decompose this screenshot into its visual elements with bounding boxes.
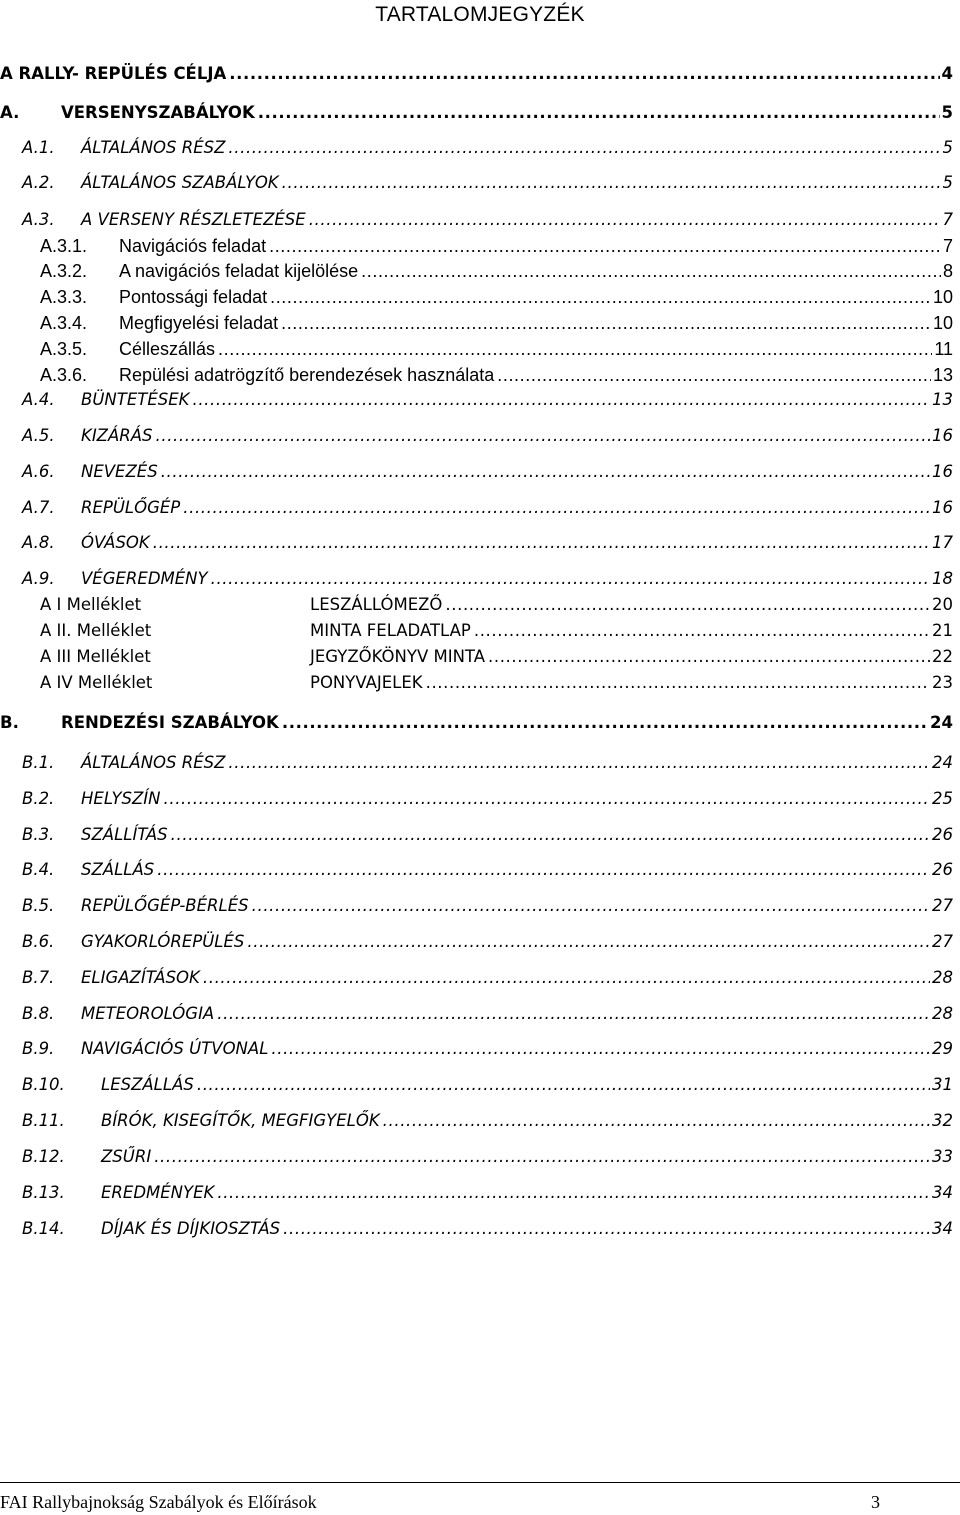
toc-entry[interactable] bbox=[0, 1069, 953, 1095]
toc-dot-leader bbox=[488, 647, 930, 667]
toc-entry-number: A.2. bbox=[22, 173, 55, 192]
toc-dot-leader bbox=[218, 339, 932, 359]
toc-entry[interactable] bbox=[0, 1177, 953, 1203]
toc-entry-title: BÜNTETÉSEK bbox=[81, 390, 190, 409]
toc-entry-page: 34 bbox=[932, 1183, 953, 1202]
toc-entry-page: 11 bbox=[934, 339, 953, 359]
toc-entry-title: LESZÁLLÓMEZŐ bbox=[310, 595, 443, 614]
toc-entry-page: 7 bbox=[942, 210, 953, 229]
toc-entry-number: A.3.3. bbox=[40, 287, 88, 307]
toc-entry[interactable] bbox=[0, 230, 953, 256]
toc-entry-number: B.5. bbox=[22, 896, 55, 915]
toc-entry-page: 27 bbox=[932, 896, 953, 915]
toc-entry[interactable] bbox=[0, 97, 953, 123]
toc-dot-leader bbox=[228, 753, 930, 773]
toc-entry-title: SZÁLLÍTÁS bbox=[81, 825, 168, 844]
toc-entry-title: A navigációs feladat kijelölése bbox=[119, 261, 359, 281]
toc-entry-number: A.3.5. bbox=[40, 339, 88, 359]
toc-entry[interactable] bbox=[0, 890, 953, 916]
toc-entry-page: 24 bbox=[930, 713, 953, 732]
toc-dot-leader bbox=[154, 1147, 930, 1167]
toc-dot-leader bbox=[183, 498, 930, 518]
toc-entry-title: GYAKORLÓREPÜLÉS bbox=[81, 932, 245, 951]
toc-dot-leader bbox=[252, 896, 930, 916]
toc-dot-leader bbox=[217, 1183, 930, 1203]
toc-dot-leader bbox=[229, 64, 939, 84]
toc-entry-page: 4 bbox=[941, 64, 953, 83]
toc-entry-number: B.4. bbox=[22, 860, 55, 879]
toc-entry-page: 5 bbox=[942, 173, 953, 192]
toc-entry[interactable] bbox=[0, 1141, 953, 1167]
footer-divider bbox=[0, 1482, 960, 1483]
toc-entry-number: B.12. bbox=[22, 1147, 65, 1166]
toc-entry-page: 33 bbox=[932, 1147, 953, 1166]
toc-entry-page: 10 bbox=[932, 287, 953, 307]
toc-entry-page: 21 bbox=[932, 621, 953, 640]
toc-entry-title: JEGYZŐKÖNYV MINTA bbox=[310, 647, 486, 666]
toc-entry-number: B.3. bbox=[22, 825, 55, 844]
toc-entry-page: 5 bbox=[941, 103, 953, 122]
toc-entry-title: ÓVÁSOK bbox=[81, 533, 150, 552]
toc-entry-title: ÁLTALÁNOS RÉSZ bbox=[81, 753, 226, 772]
toc-dot-leader bbox=[474, 621, 930, 641]
toc-entry-page: 18 bbox=[932, 569, 953, 588]
toc-entry-page: 17 bbox=[932, 533, 953, 552]
toc-dot-leader bbox=[217, 1004, 930, 1024]
toc-entry[interactable] bbox=[0, 641, 953, 667]
toc-entry[interactable] bbox=[0, 255, 953, 281]
toc-entry-number: B.13. bbox=[22, 1183, 65, 1202]
toc-entry[interactable] bbox=[0, 1105, 953, 1131]
toc-entry-title: METEOROLÓGIA bbox=[81, 1004, 215, 1023]
toc-entry[interactable] bbox=[0, 58, 953, 84]
toc-entry[interactable] bbox=[0, 1033, 953, 1059]
toc-entry-title: Pontossági feladat bbox=[119, 287, 268, 307]
toc-entry-number: A.6. bbox=[22, 462, 55, 481]
toc-entry-number: B.7. bbox=[22, 968, 55, 987]
toc-entry-title: NEVEZÉS bbox=[81, 462, 158, 481]
toc-entry-page: 8 bbox=[942, 261, 953, 281]
toc-entry[interactable] bbox=[0, 456, 953, 482]
toc-entry-number: A IV Melléklet bbox=[40, 673, 153, 692]
toc-entry[interactable] bbox=[0, 747, 953, 773]
toc-entry-title: NAVIGÁCIÓS ÚTVONAL bbox=[81, 1039, 269, 1058]
toc-dot-leader bbox=[197, 1075, 930, 1095]
toc-entry-number: A I Melléklet bbox=[40, 595, 142, 614]
toc-dot-leader bbox=[270, 287, 931, 307]
toc-entry[interactable] bbox=[0, 167, 953, 193]
toc-entry-number: A.4. bbox=[22, 390, 55, 409]
toc-entry-number: A. bbox=[0, 103, 20, 122]
toc-entry-title: Navigációs feladat bbox=[119, 236, 267, 256]
toc-entry-page: 24 bbox=[932, 753, 953, 772]
toc-entry-title: DÍJAK ÉS DÍJKIOSZTÁS bbox=[101, 1219, 281, 1238]
toc-entry[interactable] bbox=[0, 854, 953, 880]
toc-entry-page: 5 bbox=[942, 138, 953, 157]
toc-dot-leader bbox=[247, 932, 930, 952]
toc-dot-leader bbox=[282, 713, 928, 733]
toc-entry-title: KIZÁRÁS bbox=[81, 426, 153, 445]
toc-dot-leader bbox=[281, 313, 931, 333]
toc-dot-leader bbox=[445, 595, 930, 615]
page-title: TARTALOMJEGYZÉK bbox=[375, 3, 585, 26]
toc-entry[interactable] bbox=[0, 281, 953, 307]
toc-entry-page: 31 bbox=[932, 1075, 953, 1094]
toc-entry-number: B.2. bbox=[22, 789, 55, 808]
toc-entry[interactable] bbox=[0, 589, 953, 615]
toc-dot-leader bbox=[258, 103, 940, 123]
toc-entry-title: RENDEZÉSI SZABÁLYOK bbox=[61, 713, 279, 732]
toc-entry[interactable] bbox=[0, 333, 953, 359]
toc-entry-page: 10 bbox=[932, 313, 953, 333]
toc-entry-title: Repülési adatrögzítő berendezések használata bbox=[119, 365, 495, 385]
toc-entry-title: Célleszállás bbox=[119, 339, 216, 359]
toc-dot-leader bbox=[156, 426, 930, 446]
toc-entry-page: 16 bbox=[932, 462, 953, 481]
toc-entry-page: 26 bbox=[932, 825, 953, 844]
toc-entry-number: A.9. bbox=[22, 569, 55, 588]
toc-entry[interactable] bbox=[0, 384, 953, 410]
toc-dot-leader bbox=[192, 390, 930, 410]
toc-dot-leader bbox=[157, 860, 930, 880]
toc-entry-title: REPÜLŐGÉP bbox=[81, 498, 181, 517]
toc-entry-title: A VERSENY RÉSZLETEZÉSE bbox=[81, 210, 306, 229]
toc-entry-title: HELYSZÍN bbox=[81, 789, 161, 808]
toc-entry-page: 34 bbox=[932, 1219, 953, 1238]
toc-entry-page: 13 bbox=[932, 390, 953, 409]
toc-entry[interactable] bbox=[0, 307, 953, 333]
toc-entry-number: A.3.1. bbox=[40, 236, 88, 256]
toc-dot-leader bbox=[161, 462, 930, 482]
toc-entry-page: 16 bbox=[932, 498, 953, 517]
toc-dot-leader bbox=[164, 789, 930, 809]
toc-entry-page: 28 bbox=[932, 1004, 953, 1023]
toc-entry[interactable] bbox=[0, 132, 953, 158]
toc-entry-title: LESZÁLLÁS bbox=[101, 1075, 194, 1094]
toc-entry[interactable] bbox=[0, 615, 953, 641]
toc-entry-page: 20 bbox=[932, 595, 953, 614]
toc-entry-page: 7 bbox=[942, 236, 953, 256]
toc-entry[interactable] bbox=[0, 962, 953, 988]
toc-entry-page: 16 bbox=[932, 426, 953, 445]
toc-entry-page: 28 bbox=[932, 968, 953, 987]
toc-entry-number: A.8. bbox=[22, 533, 55, 552]
toc-entry-number: B. bbox=[0, 713, 19, 732]
toc-dot-leader bbox=[203, 968, 930, 988]
toc-dot-leader bbox=[271, 1039, 930, 1059]
toc-dot-leader bbox=[383, 1111, 930, 1131]
toc-entry[interactable] bbox=[0, 819, 953, 845]
toc-dot-leader bbox=[228, 138, 940, 158]
toc-entry-title: ÁLTALÁNOS RÉSZ bbox=[81, 138, 226, 157]
toc-entry-title: Megfigyelési feladat bbox=[119, 313, 279, 333]
toc-dot-leader bbox=[361, 261, 941, 281]
toc-entry-page: 13 bbox=[932, 365, 953, 385]
toc-entry-title: A RALLY- REPÜLÉS CÉLJA bbox=[0, 64, 227, 83]
toc-entry-number: B.9. bbox=[22, 1039, 55, 1058]
toc-entry-number: A.3.4. bbox=[40, 313, 88, 333]
toc-entry-number: A.1. bbox=[22, 138, 55, 157]
toc-entry-title: MINTA FELADATLAP bbox=[310, 621, 471, 640]
toc-entry-page: 22 bbox=[932, 647, 953, 666]
toc-entry-page: 25 bbox=[932, 789, 953, 808]
toc-dot-leader bbox=[211, 569, 930, 589]
toc-entry-title: BÍRÓK, KISEGÍTŐK, MEGFIGYELŐK bbox=[101, 1111, 380, 1130]
toc-entry[interactable] bbox=[0, 707, 953, 733]
toc-entry[interactable] bbox=[0, 527, 953, 553]
toc-entry-number: A.3. bbox=[22, 210, 55, 229]
toc-dot-leader bbox=[497, 365, 931, 385]
toc-entry-number: B.6. bbox=[22, 932, 55, 951]
toc-entry-page: 29 bbox=[932, 1039, 953, 1058]
toc-entry-page: 23 bbox=[932, 673, 953, 692]
toc-entry[interactable] bbox=[0, 783, 953, 809]
toc-entry[interactable] bbox=[0, 998, 953, 1024]
toc-dot-leader bbox=[282, 173, 941, 193]
toc-entry-page: 27 bbox=[932, 932, 953, 951]
toc-dot-leader bbox=[309, 210, 941, 230]
toc-dot-leader bbox=[283, 1219, 930, 1239]
toc-entry-number: B.11. bbox=[22, 1111, 65, 1130]
toc-entry-title: PONYVAJELEK bbox=[310, 673, 423, 692]
footer-document-title: FAI Rallybajnokság Szabályok és Előírások bbox=[0, 1492, 317, 1512]
toc-entry[interactable] bbox=[0, 667, 953, 693]
toc-entry-title: VERSENYSZABÁLYOK bbox=[61, 103, 255, 122]
toc-entry-number: B.8. bbox=[22, 1004, 55, 1023]
toc-entry[interactable] bbox=[0, 492, 953, 518]
toc-entry-title: SZÁLLÁS bbox=[81, 860, 155, 879]
toc-entry-title: EREDMÉNYEK bbox=[101, 1183, 215, 1202]
toc-entry[interactable] bbox=[0, 359, 953, 385]
toc-entry[interactable] bbox=[0, 563, 953, 589]
toc-dot-leader bbox=[269, 236, 941, 256]
toc-entry-page: 26 bbox=[932, 860, 953, 879]
toc-entry-number: A.7. bbox=[22, 498, 55, 517]
toc-entry-number: A.3.2. bbox=[40, 261, 88, 281]
toc-entry-number: B.14. bbox=[22, 1219, 65, 1238]
toc-dot-leader bbox=[426, 673, 930, 693]
footer-page-number: 3 bbox=[871, 1492, 880, 1512]
toc-entry[interactable] bbox=[0, 1213, 953, 1239]
toc-entry-title: REPÜLŐGÉP-BÉRLÉS bbox=[81, 896, 249, 915]
toc-entry-number: B.10. bbox=[22, 1075, 65, 1094]
toc-entry-title: ZSŰRI bbox=[101, 1147, 152, 1166]
toc-entry-number: A.3.6. bbox=[40, 365, 88, 385]
toc-dot-leader bbox=[153, 533, 930, 553]
toc-entry-title: ELIGAZÍTÁSOK bbox=[81, 968, 200, 987]
toc-entry-number: B.1. bbox=[22, 753, 55, 772]
toc-entry-title: ÁLTALÁNOS SZABÁLYOK bbox=[81, 173, 279, 192]
toc-entry[interactable] bbox=[0, 420, 953, 446]
toc-entry-number: A III Melléklet bbox=[40, 647, 151, 666]
toc-dot-leader bbox=[171, 825, 930, 845]
toc-entry-title: VÉGEREDMÉNY bbox=[81, 569, 208, 588]
toc-entry-number: A.5. bbox=[22, 426, 55, 445]
toc-entry-page: 32 bbox=[932, 1111, 953, 1130]
toc-entry[interactable] bbox=[0, 204, 953, 230]
toc-entry[interactable] bbox=[0, 926, 953, 952]
toc-entry-number: A II. Melléklet bbox=[40, 621, 152, 640]
